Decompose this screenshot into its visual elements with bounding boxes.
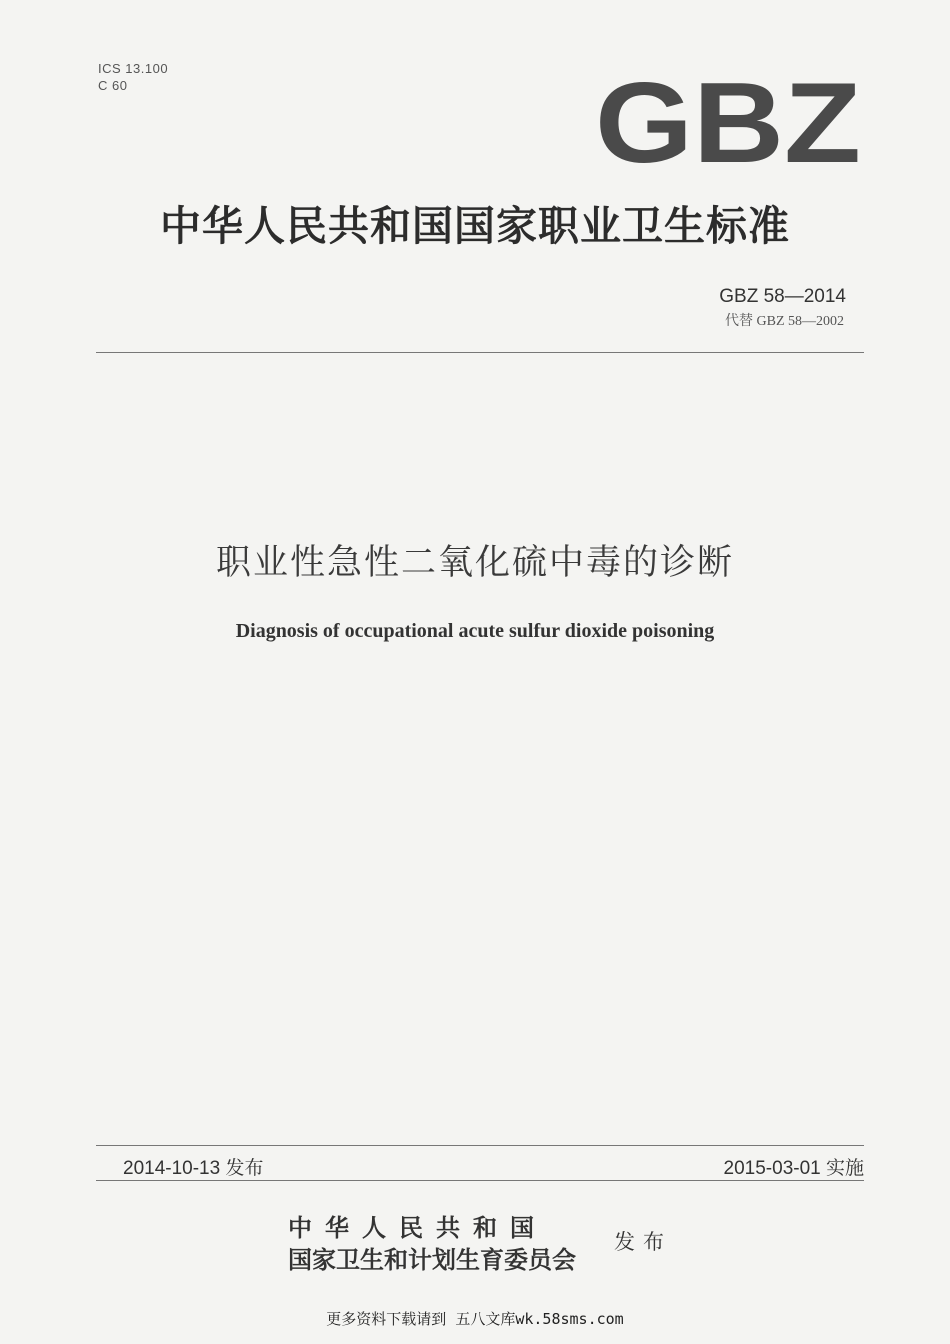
- gbz-logo: [594, 74, 862, 166]
- issuer-line-2: 国家卫生和计划生育委员会: [288, 1245, 576, 1274]
- date-divider-top: [96, 1145, 864, 1146]
- standard-number: GBZ 58—2014: [719, 286, 846, 307]
- header-divider: [96, 352, 864, 353]
- ics-code: ICS 13.100: [98, 61, 169, 76]
- logo-text: GBZ: [595, 74, 861, 166]
- issue-date: 2014-10-13 发布: [123, 1158, 264, 1179]
- replaces-standard: 代替 GBZ 58—2002: [725, 314, 844, 329]
- document-title-cn: 职业性急性二氧化硫中毒的诊断: [215, 543, 734, 583]
- date-divider-bottom: [96, 1180, 864, 1181]
- ccs-code: C 60: [98, 78, 128, 93]
- issuer-line-1: 中华人民共和国: [288, 1213, 547, 1242]
- document-title-en: Diagnosis of occupational acute sulfur dioxide poisoning: [235, 620, 715, 642]
- effective-date: 2015-03-01 实施: [723, 1158, 864, 1179]
- standard-category: 中华人民共和国国家职业卫生标准: [160, 202, 790, 250]
- issuer-action: 发布: [614, 1230, 672, 1254]
- classification-codes: [98, 60, 168, 94]
- footer-watermark: 更多资料下载请到 五八文库wk.58sms.com: [326, 1310, 624, 1328]
